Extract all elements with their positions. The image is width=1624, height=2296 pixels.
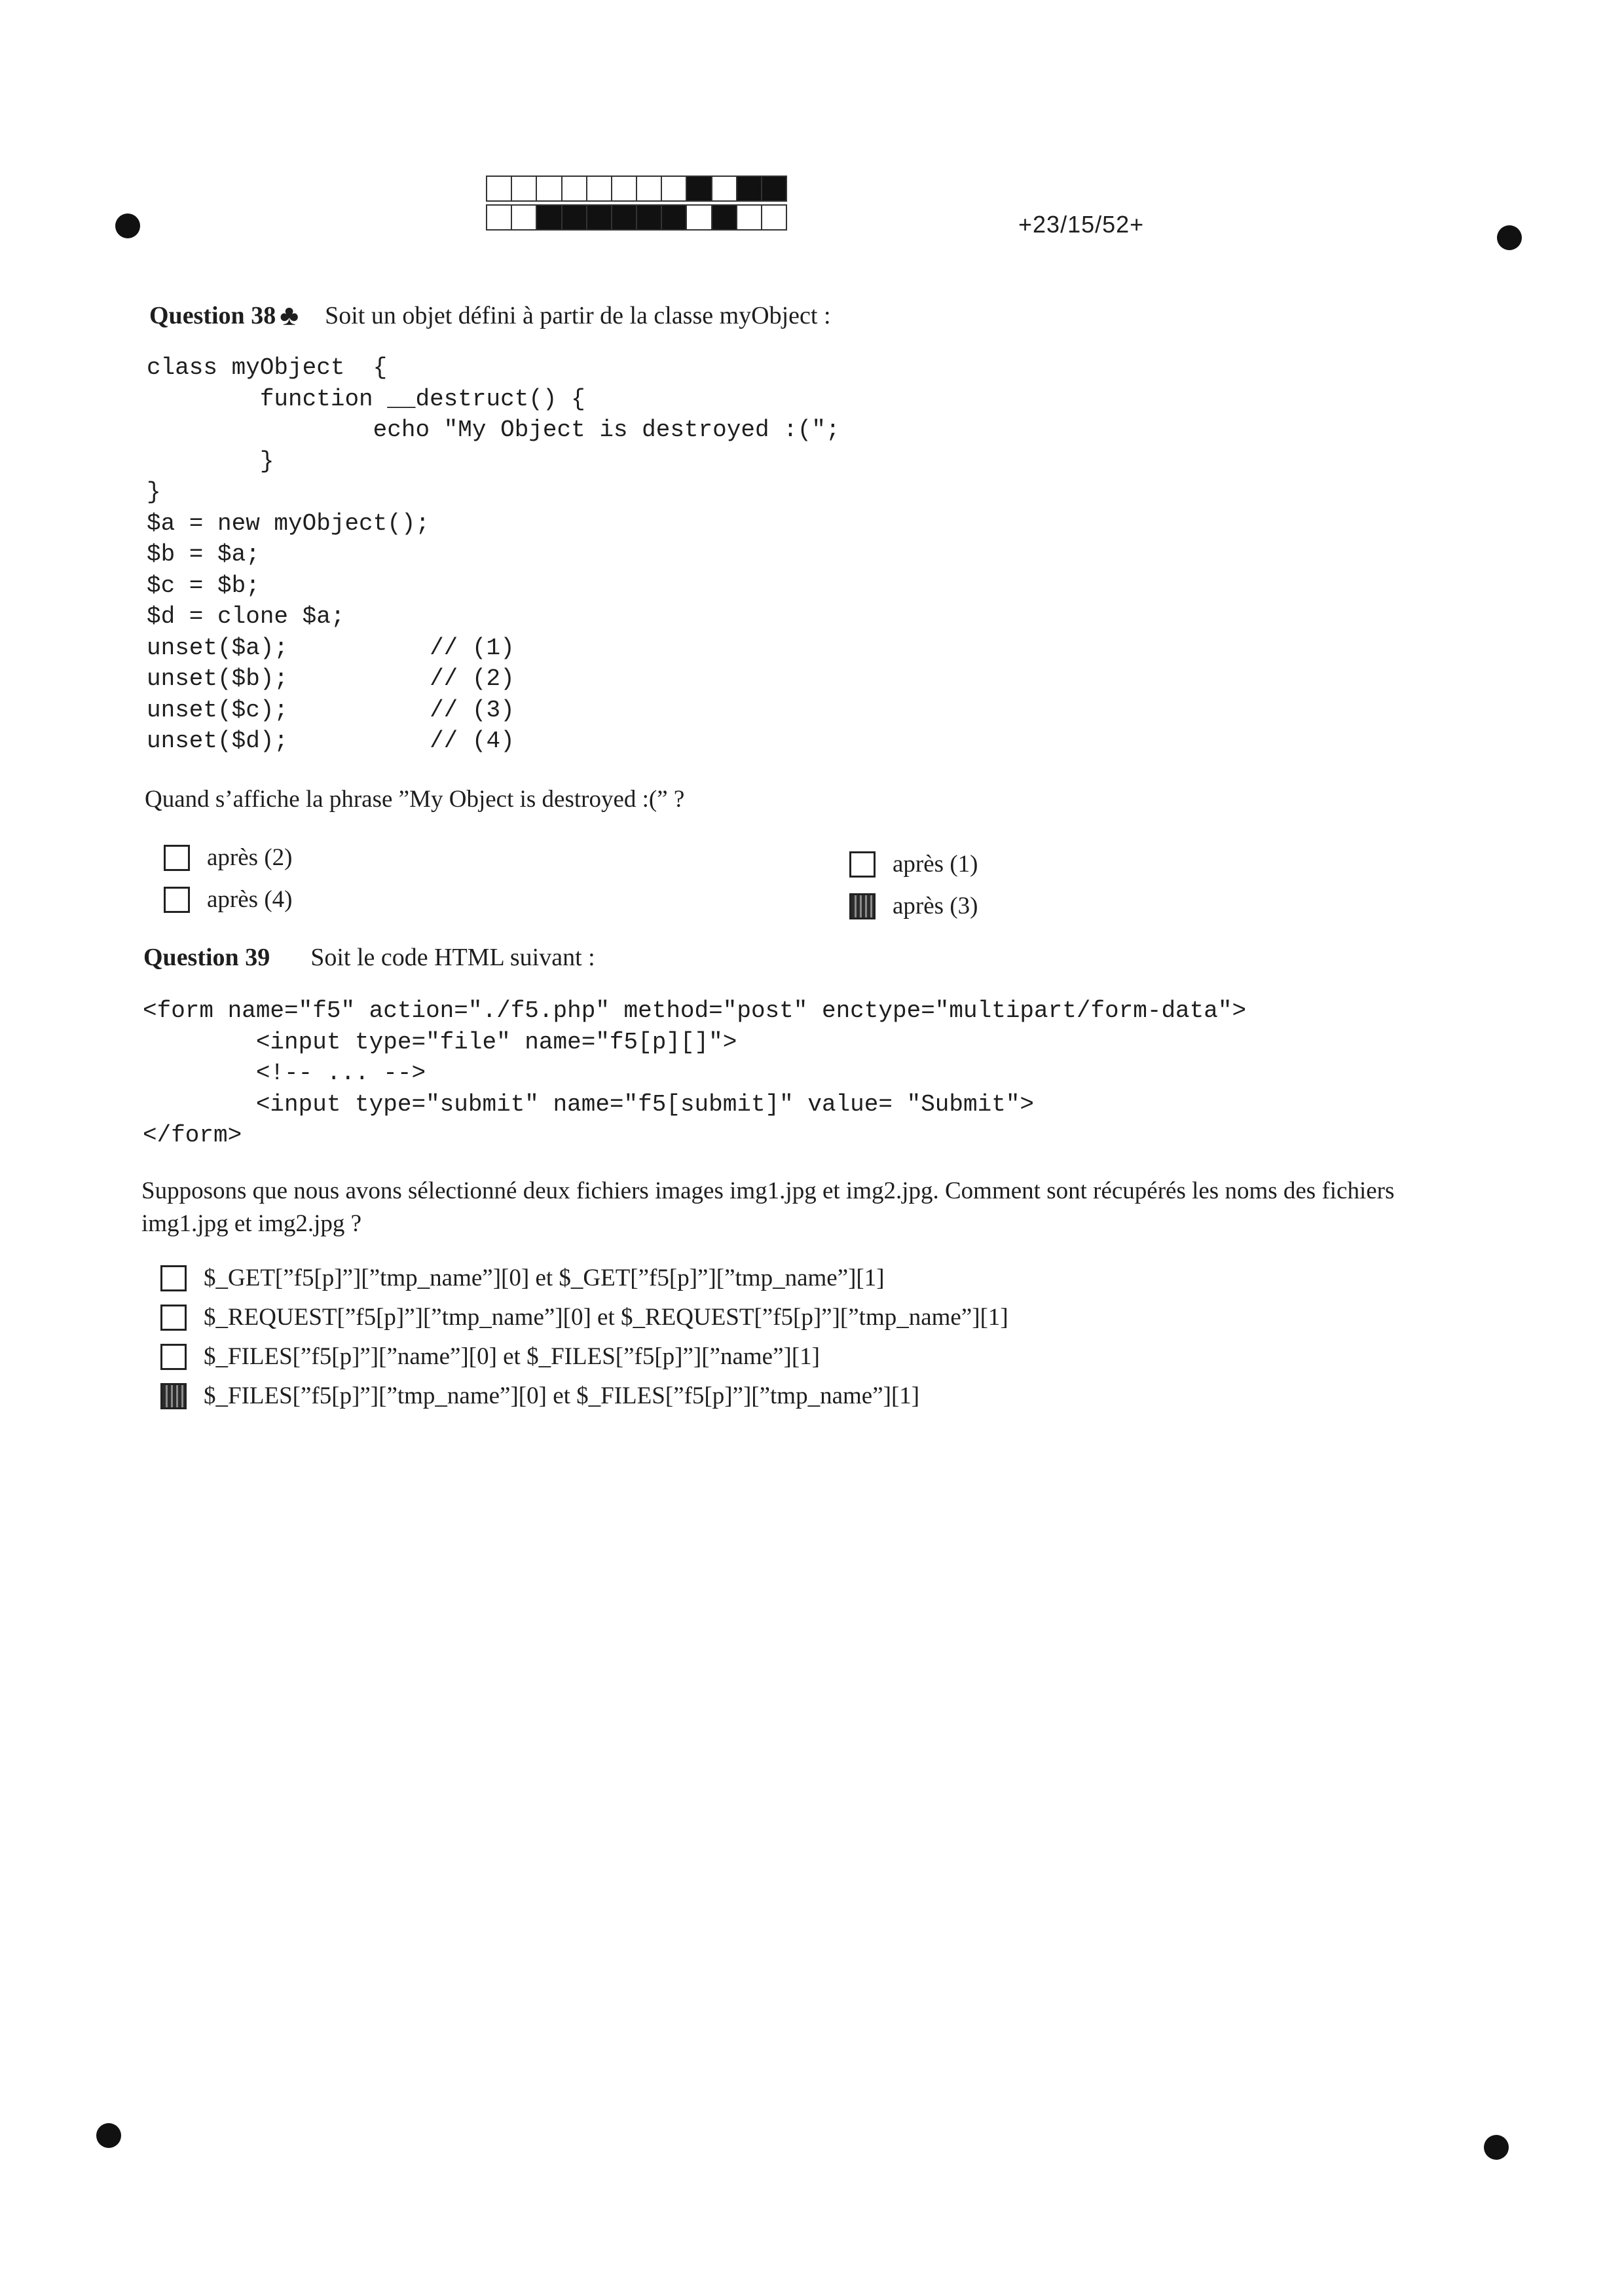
answer-label: $_FILES[”f5[p]”][”name”][0] et $_FILES[”f5[p]”][”name”][1] [204, 1343, 820, 1370]
answer-option[interactable] [160, 1342, 820, 1371]
checkbox[interactable] [164, 887, 190, 913]
answer-option[interactable] [160, 1303, 1008, 1331]
question-38-prompt: Quand s’affiche la phrase ”My Object is destroyed :(” ? [145, 786, 685, 813]
checkbox-checked[interactable] [160, 1383, 187, 1409]
registration-mark-top-left [115, 213, 140, 238]
id-box [636, 176, 662, 202]
id-box [686, 204, 712, 231]
question-number: Question 38 [149, 302, 276, 329]
id-box [661, 176, 687, 202]
question-39-prompt: Supposons que nous avons sélectionné deux fichiers images img1.jpg et img2.jpg. Comment sont récupérés les noms des fichiers img1.jpg et img2.jpg ? [141, 1177, 1395, 1237]
id-box [586, 176, 612, 202]
sheet-code: +23/15/52+ [1018, 211, 1145, 238]
id-box-filled [561, 204, 587, 231]
answer-label: après (4) [207, 886, 293, 913]
question-39-header [143, 943, 595, 972]
id-box [511, 176, 537, 202]
student-id-boxes-row-1 [486, 176, 786, 202]
id-box [511, 204, 537, 231]
id-box [486, 204, 512, 231]
checkbox[interactable] [164, 845, 190, 871]
checkbox[interactable] [160, 1344, 187, 1370]
answer-label: $_REQUEST[”f5[p]”][”tmp_name”][0] et $_REQUEST[”f5[p]”][”tmp_name”][1] [204, 1304, 1008, 1331]
id-box-filled [761, 176, 787, 202]
answer-option[interactable] [849, 850, 978, 878]
id-box-filled [686, 176, 712, 202]
id-box-filled [636, 204, 662, 231]
registration-mark-bottom-left [96, 2123, 121, 2148]
answer-label: $_GET[”f5[p]”][”tmp_name”][0] et $_GET[”f5[p]”][”tmp_name”][1] [204, 1265, 885, 1291]
question-number: Question 39 [143, 944, 270, 971]
checkbox[interactable] [160, 1305, 187, 1331]
id-box-filled [586, 204, 612, 231]
id-box [486, 176, 512, 202]
answer-option[interactable] [164, 843, 292, 872]
answer-option-checked[interactable] [849, 892, 978, 920]
answer-label: après (2) [207, 844, 293, 871]
id-box-filled [611, 204, 637, 231]
id-box-filled [736, 176, 762, 202]
answer-label: après (1) [893, 851, 978, 878]
question-38-code: class myObject { function __destruct() { echo "My Object is destroyed :("; } } $a = new myObject(); $b = $a; $c = $b; $d = clone $a; unset($a); // (1) unset($b); // (2) unset($c); // (3) unset($d); // (4) [147, 354, 840, 754]
question-39-code: <form name="f5" action="./f5.php" method="post" enctype="multipart/form-data"> <input type="file" name="f5[p][]"> <!-- ... --> <input type="submit" name="f5[submit]" value= "Submit"> </form> [143, 997, 1247, 1149]
registration-mark-top-right [1497, 225, 1522, 250]
id-box-filled [661, 204, 687, 231]
question-intro: Soit un objet défini à partir de la classe myObject : [325, 302, 831, 329]
checkbox-checked[interactable] [849, 893, 876, 919]
student-id-boxes-row-2 [486, 204, 786, 231]
registration-mark-bottom-right [1484, 2135, 1509, 2160]
id-box-filled [536, 204, 562, 231]
id-box [561, 176, 587, 202]
id-box [536, 176, 562, 202]
id-box-filled [711, 204, 737, 231]
answer-option[interactable] [160, 1264, 885, 1292]
answer-label: après (3) [893, 893, 978, 919]
club-icon: ♣ [280, 299, 299, 331]
id-box [611, 176, 637, 202]
id-box [761, 204, 787, 231]
id-box [736, 204, 762, 231]
checkbox[interactable] [849, 851, 876, 878]
answer-option-checked[interactable] [160, 1382, 919, 1410]
question-38-header [149, 299, 831, 332]
answer-option[interactable] [164, 885, 292, 914]
id-box [711, 176, 737, 202]
checkbox[interactable] [160, 1265, 187, 1291]
question-intro: Soit le code HTML suivant : [310, 944, 595, 971]
answer-label: $_FILES[”f5[p]”][”tmp_name”][0] et $_FILES[”f5[p]”][”tmp_name”][1] [204, 1382, 920, 1409]
